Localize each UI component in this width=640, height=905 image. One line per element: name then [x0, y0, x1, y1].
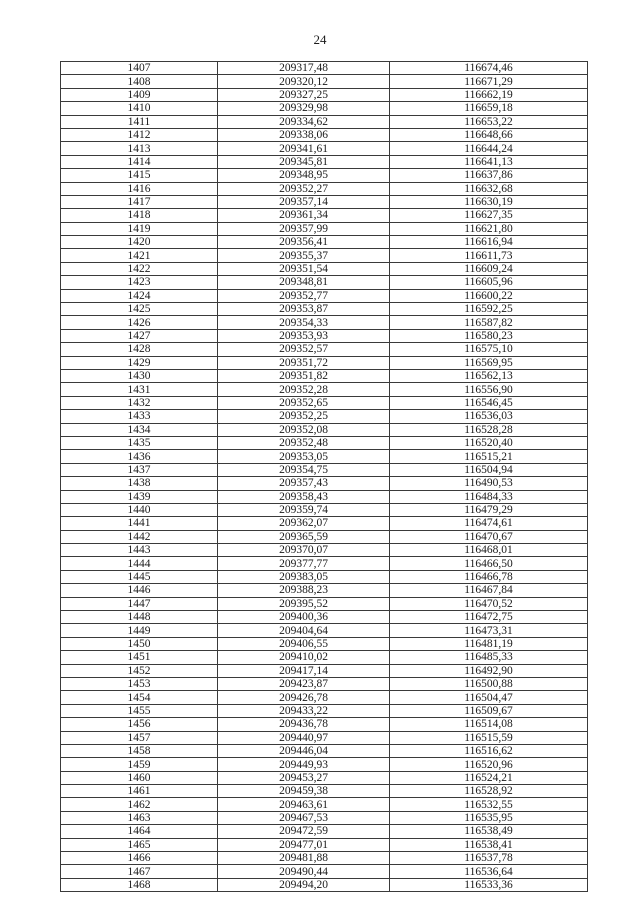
y-coordinate-cell: 116474,61: [390, 517, 588, 530]
y-coordinate-cell: 116605,96: [390, 276, 588, 289]
y-coordinate-cell: 116520,96: [390, 758, 588, 771]
table-row: [61, 369, 588, 382]
point-number-cell: 1451: [61, 651, 218, 664]
x-coordinate-cell: 209383,05: [218, 570, 390, 583]
table-row: [61, 450, 588, 463]
x-coordinate-cell: 209417,14: [218, 664, 390, 677]
x-coordinate-cell: 209327,25: [218, 88, 390, 101]
x-coordinate-cell: 209406,55: [218, 637, 390, 650]
x-coordinate-cell: 209338,06: [218, 128, 390, 141]
point-number-cell: 1428: [61, 343, 218, 356]
point-number-cell: 1409: [61, 88, 218, 101]
table-row: [61, 142, 588, 155]
y-coordinate-cell: 116516,62: [390, 744, 588, 757]
x-coordinate-cell: 209377,77: [218, 557, 390, 570]
y-coordinate-cell: 116648,66: [390, 128, 588, 141]
table-row: [61, 316, 588, 329]
x-coordinate-cell: 209357,14: [218, 195, 390, 208]
table-row: [61, 289, 588, 302]
x-coordinate-cell: 209404,64: [218, 624, 390, 637]
x-coordinate-cell: 209449,93: [218, 758, 390, 771]
point-number-cell: 1452: [61, 664, 218, 677]
y-coordinate-cell: 116556,90: [390, 383, 588, 396]
y-coordinate-cell: 116509,67: [390, 704, 588, 717]
point-number-cell: 1438: [61, 477, 218, 490]
point-number-cell: 1457: [61, 731, 218, 744]
table-row: [61, 209, 588, 222]
x-coordinate-cell: 209410,02: [218, 651, 390, 664]
x-coordinate-cell: 209352,27: [218, 182, 390, 195]
point-number-cell: 1456: [61, 718, 218, 731]
y-coordinate-cell: 116468,01: [390, 544, 588, 557]
x-coordinate-cell: 209370,07: [218, 544, 390, 557]
point-number-cell: 1448: [61, 611, 218, 624]
x-coordinate-cell: 209352,57: [218, 343, 390, 356]
table-row: [61, 155, 588, 168]
y-coordinate-cell: 116485,33: [390, 651, 588, 664]
table-row: [61, 115, 588, 128]
point-number-cell: 1453: [61, 677, 218, 690]
table-row: [61, 785, 588, 798]
table-row: [61, 611, 588, 624]
coordinates-table-body: [61, 62, 588, 892]
y-coordinate-cell: 116637,86: [390, 169, 588, 182]
point-number-cell: 1435: [61, 436, 218, 449]
table-row: [61, 75, 588, 88]
point-number-cell: 1443: [61, 544, 218, 557]
table-row: [61, 597, 588, 610]
point-number-cell: 1462: [61, 798, 218, 811]
x-coordinate-cell: 209348,81: [218, 276, 390, 289]
x-coordinate-cell: 209355,37: [218, 249, 390, 262]
table-row: [61, 637, 588, 650]
y-coordinate-cell: 116472,75: [390, 611, 588, 624]
y-coordinate-cell: 116524,21: [390, 771, 588, 784]
x-coordinate-cell: 209352,28: [218, 383, 390, 396]
table-row: [61, 262, 588, 275]
table-row: [61, 718, 588, 731]
y-coordinate-cell: 116538,41: [390, 838, 588, 851]
point-number-cell: 1424: [61, 289, 218, 302]
point-number-cell: 1429: [61, 356, 218, 369]
x-coordinate-cell: 209467,53: [218, 811, 390, 824]
point-number-cell: 1444: [61, 557, 218, 570]
point-number-cell: 1427: [61, 329, 218, 342]
x-coordinate-cell: 209453,27: [218, 771, 390, 784]
point-number-cell: 1468: [61, 878, 218, 891]
table-row: [61, 544, 588, 557]
table-row: [61, 503, 588, 516]
x-coordinate-cell: 209436,78: [218, 718, 390, 731]
x-coordinate-cell: 209352,25: [218, 410, 390, 423]
y-coordinate-cell: 116632,68: [390, 182, 588, 195]
point-number-cell: 1458: [61, 744, 218, 757]
x-coordinate-cell: 209317,48: [218, 62, 390, 75]
table-row: [61, 811, 588, 824]
y-coordinate-cell: 116504,47: [390, 691, 588, 704]
point-number-cell: 1407: [61, 62, 218, 75]
point-number-cell: 1442: [61, 530, 218, 543]
y-coordinate-cell: 116536,03: [390, 410, 588, 423]
table-row: [61, 852, 588, 865]
table-row: [61, 102, 588, 115]
x-coordinate-cell: 209351,82: [218, 369, 390, 382]
table-row: [61, 798, 588, 811]
x-coordinate-cell: 209481,88: [218, 852, 390, 865]
table-row: [61, 477, 588, 490]
y-coordinate-cell: 116533,36: [390, 878, 588, 891]
y-coordinate-cell: 116653,22: [390, 115, 588, 128]
point-number-cell: 1437: [61, 463, 218, 476]
x-coordinate-cell: 209362,07: [218, 517, 390, 530]
point-number-cell: 1408: [61, 75, 218, 88]
point-number-cell: 1417: [61, 195, 218, 208]
x-coordinate-cell: 209357,99: [218, 222, 390, 235]
point-number-cell: 1410: [61, 102, 218, 115]
y-coordinate-cell: 116467,84: [390, 584, 588, 597]
table-row: [61, 356, 588, 369]
x-coordinate-cell: 209426,78: [218, 691, 390, 704]
table-row: [61, 704, 588, 717]
y-coordinate-cell: 116569,95: [390, 356, 588, 369]
point-number-cell: 1432: [61, 396, 218, 409]
x-coordinate-cell: 209354,33: [218, 316, 390, 329]
y-coordinate-cell: 116671,29: [390, 75, 588, 88]
point-number-cell: 1426: [61, 316, 218, 329]
x-coordinate-cell: 209334,62: [218, 115, 390, 128]
table-row: [61, 222, 588, 235]
point-number-cell: 1434: [61, 423, 218, 436]
x-coordinate-cell: 209490,44: [218, 865, 390, 878]
y-coordinate-cell: 116641,13: [390, 155, 588, 168]
point-number-cell: 1465: [61, 838, 218, 851]
y-coordinate-cell: 116479,29: [390, 503, 588, 516]
y-coordinate-cell: 116470,67: [390, 530, 588, 543]
y-coordinate-cell: 116515,21: [390, 450, 588, 463]
y-coordinate-cell: 116490,53: [390, 477, 588, 490]
x-coordinate-cell: 209356,41: [218, 236, 390, 249]
point-number-cell: 1446: [61, 584, 218, 597]
point-number-cell: 1461: [61, 785, 218, 798]
point-number-cell: 1467: [61, 865, 218, 878]
x-coordinate-cell: 209352,08: [218, 423, 390, 436]
point-number-cell: 1436: [61, 450, 218, 463]
x-coordinate-cell: 209353,87: [218, 303, 390, 316]
y-coordinate-cell: 116659,18: [390, 102, 588, 115]
y-coordinate-cell: 116515,59: [390, 731, 588, 744]
point-number-cell: 1431: [61, 383, 218, 396]
point-number-cell: 1441: [61, 517, 218, 530]
table-row: [61, 691, 588, 704]
y-coordinate-cell: 116520,40: [390, 436, 588, 449]
point-number-cell: 1447: [61, 597, 218, 610]
table-row: [61, 236, 588, 249]
y-coordinate-cell: 116492,90: [390, 664, 588, 677]
table-row: [61, 624, 588, 637]
y-coordinate-cell: 116616,94: [390, 236, 588, 249]
y-coordinate-cell: 116536,64: [390, 865, 588, 878]
point-number-cell: 1459: [61, 758, 218, 771]
point-number-cell: 1411: [61, 115, 218, 128]
point-number-cell: 1422: [61, 262, 218, 275]
x-coordinate-cell: 209446,04: [218, 744, 390, 757]
x-coordinate-cell: 209472,59: [218, 825, 390, 838]
point-number-cell: 1454: [61, 691, 218, 704]
y-coordinate-cell: 116580,23: [390, 329, 588, 342]
x-coordinate-cell: 209341,61: [218, 142, 390, 155]
y-coordinate-cell: 116630,19: [390, 195, 588, 208]
point-number-cell: 1418: [61, 209, 218, 222]
table-row: [61, 517, 588, 530]
point-number-cell: 1455: [61, 704, 218, 717]
x-coordinate-cell: 209440,97: [218, 731, 390, 744]
y-coordinate-cell: 116500,88: [390, 677, 588, 690]
y-coordinate-cell: 116611,73: [390, 249, 588, 262]
x-coordinate-cell: 209354,75: [218, 463, 390, 476]
table-row: [61, 744, 588, 757]
table-row: [61, 490, 588, 503]
y-coordinate-cell: 116662,19: [390, 88, 588, 101]
table-row: [61, 329, 588, 342]
y-coordinate-cell: 116532,55: [390, 798, 588, 811]
point-number-cell: 1449: [61, 624, 218, 637]
x-coordinate-cell: 209388,23: [218, 584, 390, 597]
y-coordinate-cell: 116600,22: [390, 289, 588, 302]
table-row: [61, 276, 588, 289]
point-number-cell: 1439: [61, 490, 218, 503]
y-coordinate-cell: 116504,94: [390, 463, 588, 476]
y-coordinate-cell: 116538,49: [390, 825, 588, 838]
x-coordinate-cell: 209320,12: [218, 75, 390, 88]
point-number-cell: 1464: [61, 825, 218, 838]
table-row: [61, 88, 588, 101]
x-coordinate-cell: 209352,48: [218, 436, 390, 449]
x-coordinate-cell: 209353,05: [218, 450, 390, 463]
y-coordinate-cell: 116592,25: [390, 303, 588, 316]
x-coordinate-cell: 209494,20: [218, 878, 390, 891]
table-row: [61, 838, 588, 851]
table-row: [61, 249, 588, 262]
x-coordinate-cell: 209358,43: [218, 490, 390, 503]
y-coordinate-cell: 116562,13: [390, 369, 588, 382]
table-row: [61, 878, 588, 891]
table-row: [61, 664, 588, 677]
x-coordinate-cell: 209395,52: [218, 597, 390, 610]
table-row: [61, 128, 588, 141]
coordinates-table: [60, 61, 588, 892]
y-coordinate-cell: 116528,28: [390, 423, 588, 436]
point-number-cell: 1466: [61, 852, 218, 865]
x-coordinate-cell: 209352,65: [218, 396, 390, 409]
point-number-cell: 1423: [61, 276, 218, 289]
table-row: [61, 62, 588, 75]
x-coordinate-cell: 209477,01: [218, 838, 390, 851]
x-coordinate-cell: 209351,54: [218, 262, 390, 275]
y-coordinate-cell: 116535,95: [390, 811, 588, 824]
x-coordinate-cell: 209352,77: [218, 289, 390, 302]
y-coordinate-cell: 116470,52: [390, 597, 588, 610]
point-number-cell: 1440: [61, 503, 218, 516]
table-row: [61, 195, 588, 208]
table-row: [61, 584, 588, 597]
table-row: [61, 410, 588, 423]
point-number-cell: 1425: [61, 303, 218, 316]
x-coordinate-cell: 209357,43: [218, 477, 390, 490]
table-row: [61, 651, 588, 664]
y-coordinate-cell: 116466,50: [390, 557, 588, 570]
point-number-cell: 1412: [61, 128, 218, 141]
point-number-cell: 1430: [61, 369, 218, 382]
table-row: [61, 825, 588, 838]
table-row: [61, 182, 588, 195]
point-number-cell: 1416: [61, 182, 218, 195]
x-coordinate-cell: 209359,74: [218, 503, 390, 516]
table-row: [61, 557, 588, 570]
y-coordinate-cell: 116621,80: [390, 222, 588, 235]
table-row: [61, 771, 588, 784]
table-row: [61, 758, 588, 771]
table-row: [61, 463, 588, 476]
x-coordinate-cell: 209400,36: [218, 611, 390, 624]
point-number-cell: 1463: [61, 811, 218, 824]
x-coordinate-cell: 209351,72: [218, 356, 390, 369]
point-number-cell: 1445: [61, 570, 218, 583]
y-coordinate-cell: 116484,33: [390, 490, 588, 503]
table-row: [61, 570, 588, 583]
x-coordinate-cell: 209459,38: [218, 785, 390, 798]
x-coordinate-cell: 209353,93: [218, 329, 390, 342]
table-row: [61, 731, 588, 744]
table-row: [61, 396, 588, 409]
table-row: [61, 343, 588, 356]
x-coordinate-cell: 209423,87: [218, 677, 390, 690]
point-number-cell: 1450: [61, 637, 218, 650]
y-coordinate-cell: 116674,46: [390, 62, 588, 75]
y-coordinate-cell: 116587,82: [390, 316, 588, 329]
table-row: [61, 436, 588, 449]
x-coordinate-cell: 209463,61: [218, 798, 390, 811]
table-row: [61, 383, 588, 396]
point-number-cell: 1421: [61, 249, 218, 262]
y-coordinate-cell: 116473,31: [390, 624, 588, 637]
x-coordinate-cell: 209329,98: [218, 102, 390, 115]
point-number-cell: 1414: [61, 155, 218, 168]
point-number-cell: 1460: [61, 771, 218, 784]
table-row: [61, 423, 588, 436]
table-row: [61, 303, 588, 316]
x-coordinate-cell: 209345,81: [218, 155, 390, 168]
y-coordinate-cell: 116609,24: [390, 262, 588, 275]
table-row: [61, 865, 588, 878]
point-number-cell: 1415: [61, 169, 218, 182]
table-row: [61, 530, 588, 543]
y-coordinate-cell: 116627,35: [390, 209, 588, 222]
x-coordinate-cell: 209433,22: [218, 704, 390, 717]
y-coordinate-cell: 116644,24: [390, 142, 588, 155]
point-number-cell: 1419: [61, 222, 218, 235]
table-row: [61, 169, 588, 182]
y-coordinate-cell: 116575,10: [390, 343, 588, 356]
x-coordinate-cell: 209348,95: [218, 169, 390, 182]
point-number-cell: 1413: [61, 142, 218, 155]
y-coordinate-cell: 116537,78: [390, 852, 588, 865]
y-coordinate-cell: 116466,78: [390, 570, 588, 583]
table-row: [61, 677, 588, 690]
y-coordinate-cell: 116528,92: [390, 785, 588, 798]
point-number-cell: 1433: [61, 410, 218, 423]
y-coordinate-cell: 116546,45: [390, 396, 588, 409]
page-number: 24: [313, 32, 327, 47]
y-coordinate-cell: 116481,19: [390, 637, 588, 650]
y-coordinate-cell: 116514,08: [390, 718, 588, 731]
x-coordinate-cell: 209361,34: [218, 209, 390, 222]
x-coordinate-cell: 209365,59: [218, 530, 390, 543]
point-number-cell: 1420: [61, 236, 218, 249]
